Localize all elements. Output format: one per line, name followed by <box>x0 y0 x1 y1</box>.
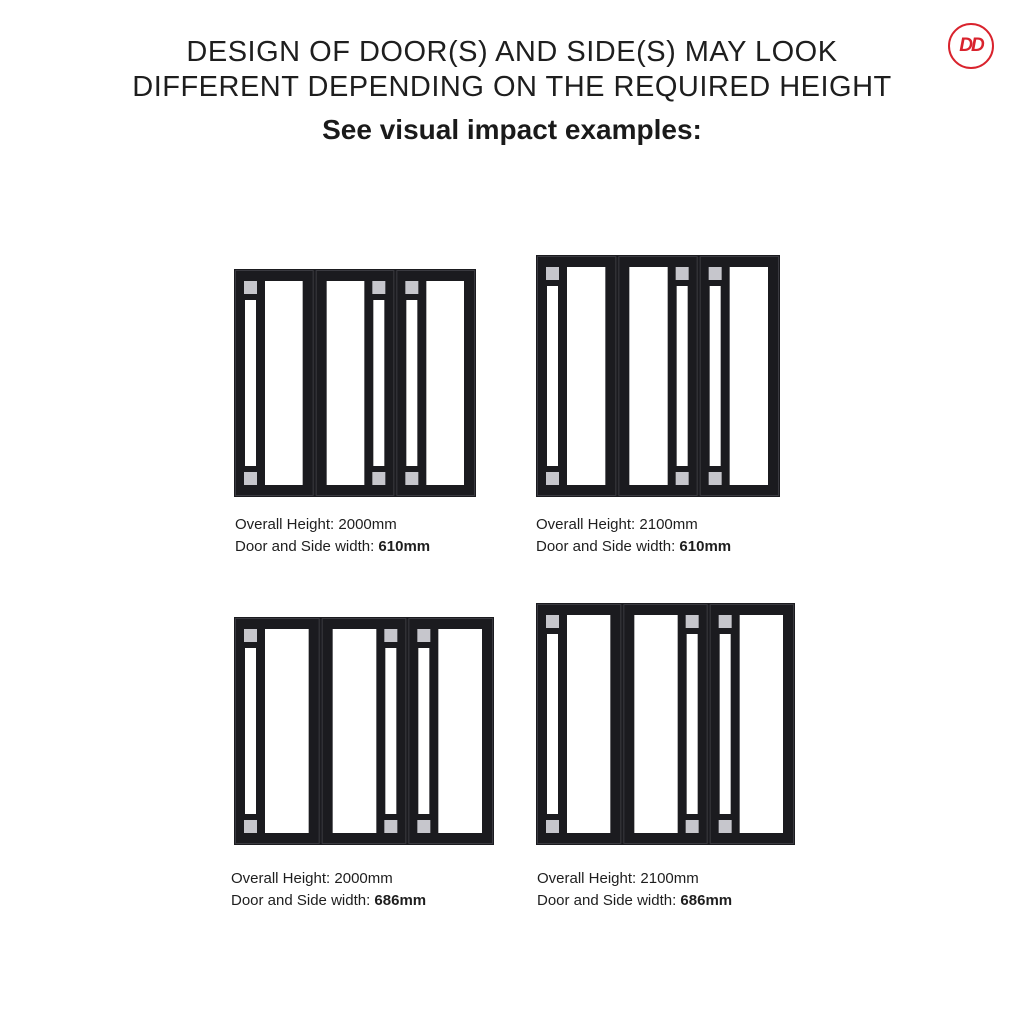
height-value: 2100mm <box>640 870 699 887</box>
example-caption-4 <box>537 868 732 912</box>
main-glass-pane <box>327 281 365 485</box>
door-set-diagram-4 <box>536 603 795 845</box>
side-light-pane <box>677 286 688 466</box>
width-value: 686mm <box>680 892 733 909</box>
corner-pane <box>372 472 385 485</box>
main-glass-pane <box>634 615 677 833</box>
main-glass-pane <box>265 281 303 485</box>
side-light-pane <box>710 286 721 466</box>
side-light-pane <box>547 634 558 814</box>
corner-pane <box>417 820 430 833</box>
door-leaf <box>624 605 707 844</box>
width-label: Door and Side width: <box>231 892 371 909</box>
width-value: 610mm <box>378 538 431 555</box>
corner-pane <box>709 472 722 485</box>
side-light-pane <box>547 286 558 466</box>
corner-pane <box>686 615 699 628</box>
brand-logo <box>948 23 994 69</box>
main-glass-pane <box>333 629 377 833</box>
main-glass-pane <box>426 281 464 485</box>
width-label: Door and Side width: <box>235 538 375 555</box>
side-light-pane <box>418 648 429 814</box>
height-label: Overall Height: <box>235 516 335 533</box>
width-value: 610mm <box>679 538 732 555</box>
corner-pane <box>384 820 397 833</box>
side-light-pane <box>385 648 396 814</box>
door-leaf <box>700 257 778 496</box>
door-leaf <box>236 619 320 844</box>
corner-pane <box>405 281 418 294</box>
side-light-pane <box>245 300 256 466</box>
width-value: 686mm <box>374 892 427 909</box>
example-caption-1 <box>235 514 430 558</box>
corner-pane <box>546 615 559 628</box>
corner-pane <box>546 472 559 485</box>
door-set-diagram-2 <box>536 255 780 497</box>
corner-pane <box>686 820 699 833</box>
main-glass-pane <box>629 267 667 485</box>
width-label: Door and Side width: <box>537 892 677 909</box>
height-value: 2000mm <box>338 516 397 533</box>
door-set-diagram-3 <box>234 617 494 845</box>
door-leaf <box>409 619 493 844</box>
side-light-pane <box>720 634 731 814</box>
corner-pane <box>676 472 689 485</box>
corner-pane <box>546 267 559 280</box>
door-leaf <box>710 605 793 844</box>
door-leaf <box>316 271 394 496</box>
door-leaf <box>538 605 621 844</box>
example-caption-3 <box>231 868 426 912</box>
height-value: 2100mm <box>639 516 698 533</box>
main-glass-pane <box>740 615 783 833</box>
main-glass-pane <box>438 629 482 833</box>
subheading: See visual impact examples: <box>322 114 702 145</box>
main-glass-pane <box>265 629 309 833</box>
side-light-pane <box>406 300 417 466</box>
door-set-diagram-1 <box>234 269 476 497</box>
corner-pane <box>676 267 689 280</box>
corner-pane <box>244 629 257 642</box>
door-leaf <box>322 619 406 844</box>
side-light-pane <box>373 300 384 466</box>
corner-pane <box>405 472 418 485</box>
heading-line-2: DIFFERENT DEPENDING ON THE REQUIRED HEIGHT <box>132 71 892 103</box>
corner-pane <box>709 267 722 280</box>
corner-pane <box>719 820 732 833</box>
height-label: Overall Height: <box>536 516 636 533</box>
corner-pane <box>372 281 385 294</box>
brand-logo-text: DD <box>959 35 983 56</box>
width-label: Door and Side width: <box>536 538 676 555</box>
corner-pane <box>244 472 257 485</box>
door-leaf <box>538 257 616 496</box>
door-leaf <box>236 271 314 496</box>
height-label: Overall Height: <box>231 870 331 887</box>
height-label: Overall Height: <box>537 870 637 887</box>
corner-pane <box>546 820 559 833</box>
corner-pane <box>244 281 257 294</box>
corner-pane <box>384 629 397 642</box>
side-light-pane <box>245 648 256 814</box>
main-glass-pane <box>567 615 610 833</box>
main-glass-pane <box>730 267 768 485</box>
example-caption-2 <box>536 514 731 558</box>
corner-pane <box>244 820 257 833</box>
main-glass-pane <box>567 267 605 485</box>
door-leaf <box>619 257 697 496</box>
height-value: 2000mm <box>334 870 393 887</box>
door-leaf <box>397 271 475 496</box>
corner-pane <box>417 629 430 642</box>
heading-line-1: DESIGN OF DOOR(S) AND SIDE(S) MAY LOOK <box>186 36 838 68</box>
corner-pane <box>719 615 732 628</box>
side-light-pane <box>687 634 698 814</box>
